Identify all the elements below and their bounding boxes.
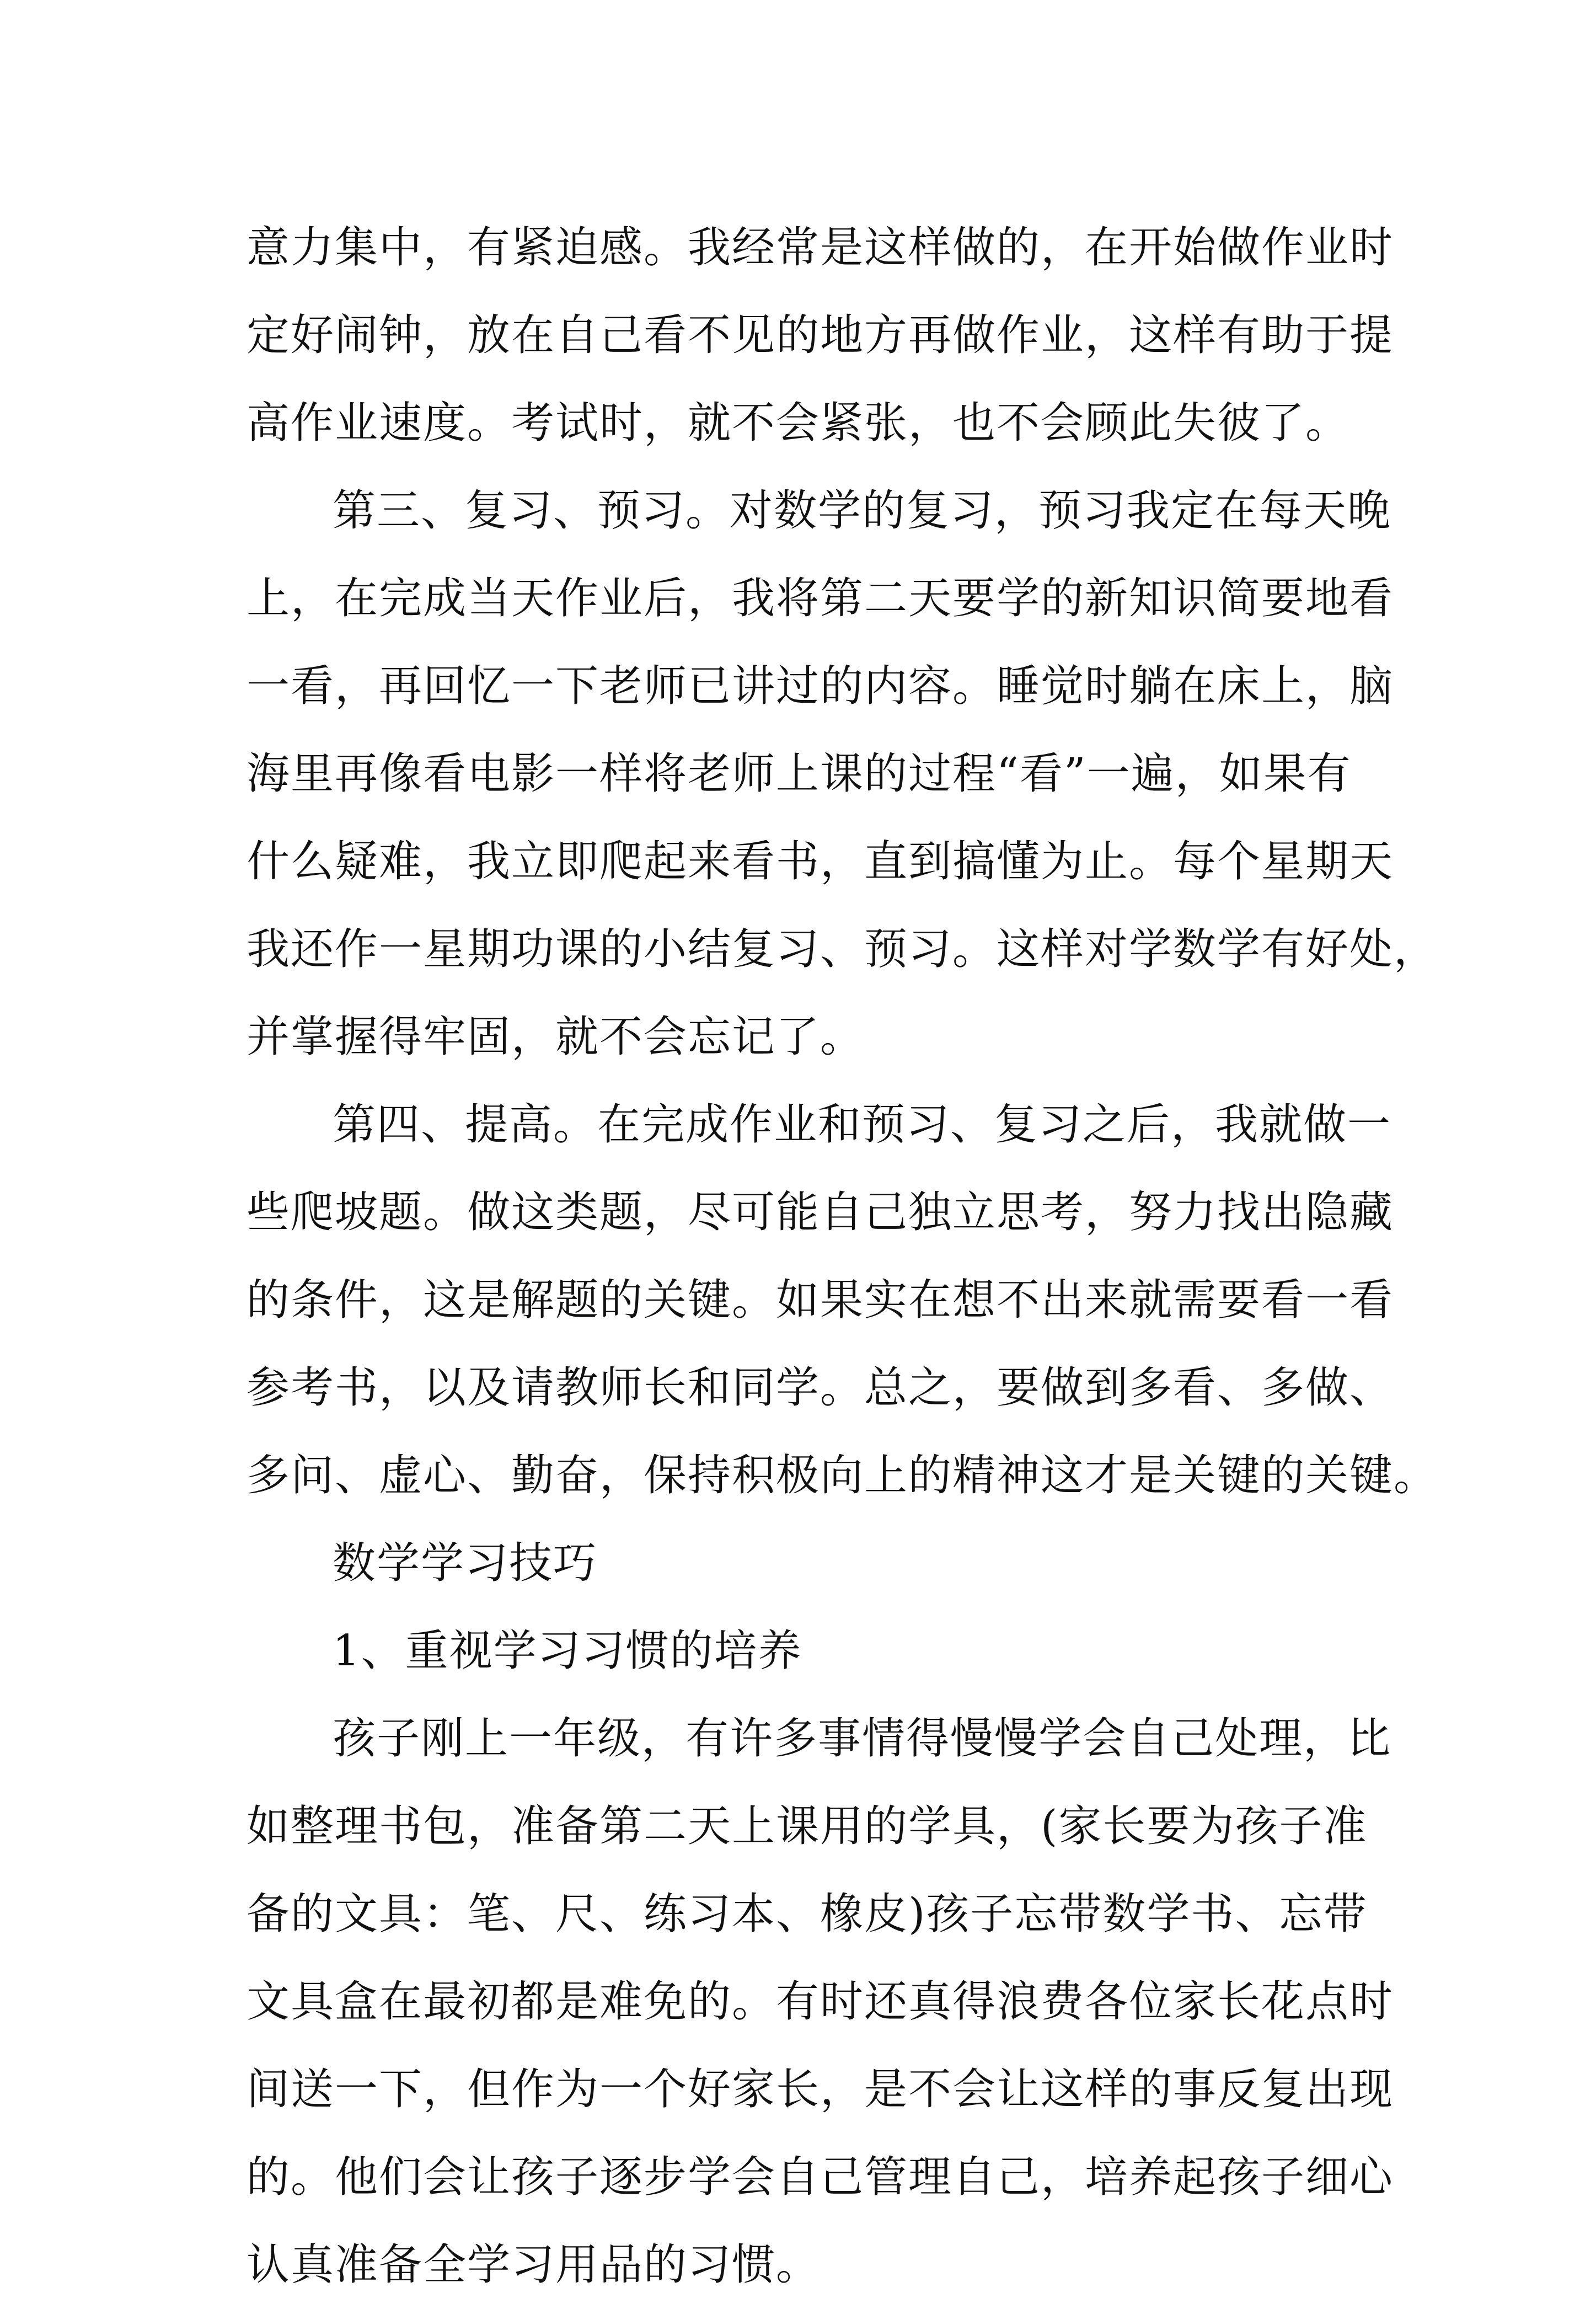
text-line: 间送一下，但作为一个好家长，是不会让这样的事反复出现	[247, 2065, 1394, 2114]
paragraph-start-line: 第三、复习、预习。对数学的复习，预习我定在每天晚	[333, 486, 1392, 536]
text-line: 高作业速度。考试时，就不会紧张，也不会顾此失彼了。	[247, 398, 1350, 448]
text-line: 参考书，以及请教师长和同学。总之，要做到多看、多做、	[247, 1363, 1394, 1413]
section-heading: 数学学习技巧	[333, 1538, 598, 1588]
text-line: 如整理书包，准备第二天上课用的学具，(家长要为孩子准	[247, 1802, 1368, 1851]
text-line: 多问、虚心、勤奋，保持积极向上的精神这才是关键的关键。	[247, 1451, 1438, 1500]
text-line: 的条件，这是解题的关键。如果实在想不出来就需要看一看	[247, 1275, 1394, 1325]
text-line: 上，在完成当天作业后，我将第二天要学的新知识简要地看	[247, 574, 1394, 623]
text-line: 备的文具：笔、尺、练习本、橡皮)孩子忘带数学书、忘带	[247, 1889, 1368, 1939]
body-text	[247, 204, 1438, 2309]
text-line: 定好闹钟，放在自己看不见的地方再做作业，这样有助于提	[247, 311, 1394, 360]
paragraph-start-line: 第四、提高。在完成作业和预习、复习之后，我就做一	[333, 1100, 1392, 1150]
text-line: 一看，再回忆一下老师已讲过的内容。睡觉时躺在床上，脑	[247, 661, 1394, 711]
text-line: 我还作一星期功课的小结复习、预习。这样对学数学有好处，	[247, 924, 1438, 974]
text-line: 些爬坡题。做这类题，尽可能自己独立思考，努力找出隐藏	[247, 1188, 1394, 1237]
text-line: 海里再像看电影一样将老师上课的过程“看”一遍，如果有	[247, 749, 1352, 799]
text-line: 并掌握得牢固，就不会忘记了。	[247, 1012, 865, 1062]
text-line: 什么疑难，我立即爬起来看书，直到搞懂为止。每个星期天	[247, 837, 1394, 886]
text-line: 认真准备全学习用品的习惯。	[247, 2240, 821, 2290]
subsection-heading: 1、重视学习习惯的培养	[333, 1626, 802, 1676]
text-line: 意力集中，有紧迫感。我经常是这样做的，在开始做作业时	[247, 223, 1394, 272]
text-line: 文具盒在最初都是难免的。有时还真得浪费各位家长花点时	[247, 1977, 1394, 2027]
paragraph-start-line: 孩子刚上一年级，有许多事情得慢慢学会自己处理，比	[333, 1714, 1392, 1763]
text-line: 的。他们会让孩子逐步学会自己管理自己，培养起孩子细心	[247, 2152, 1394, 2202]
